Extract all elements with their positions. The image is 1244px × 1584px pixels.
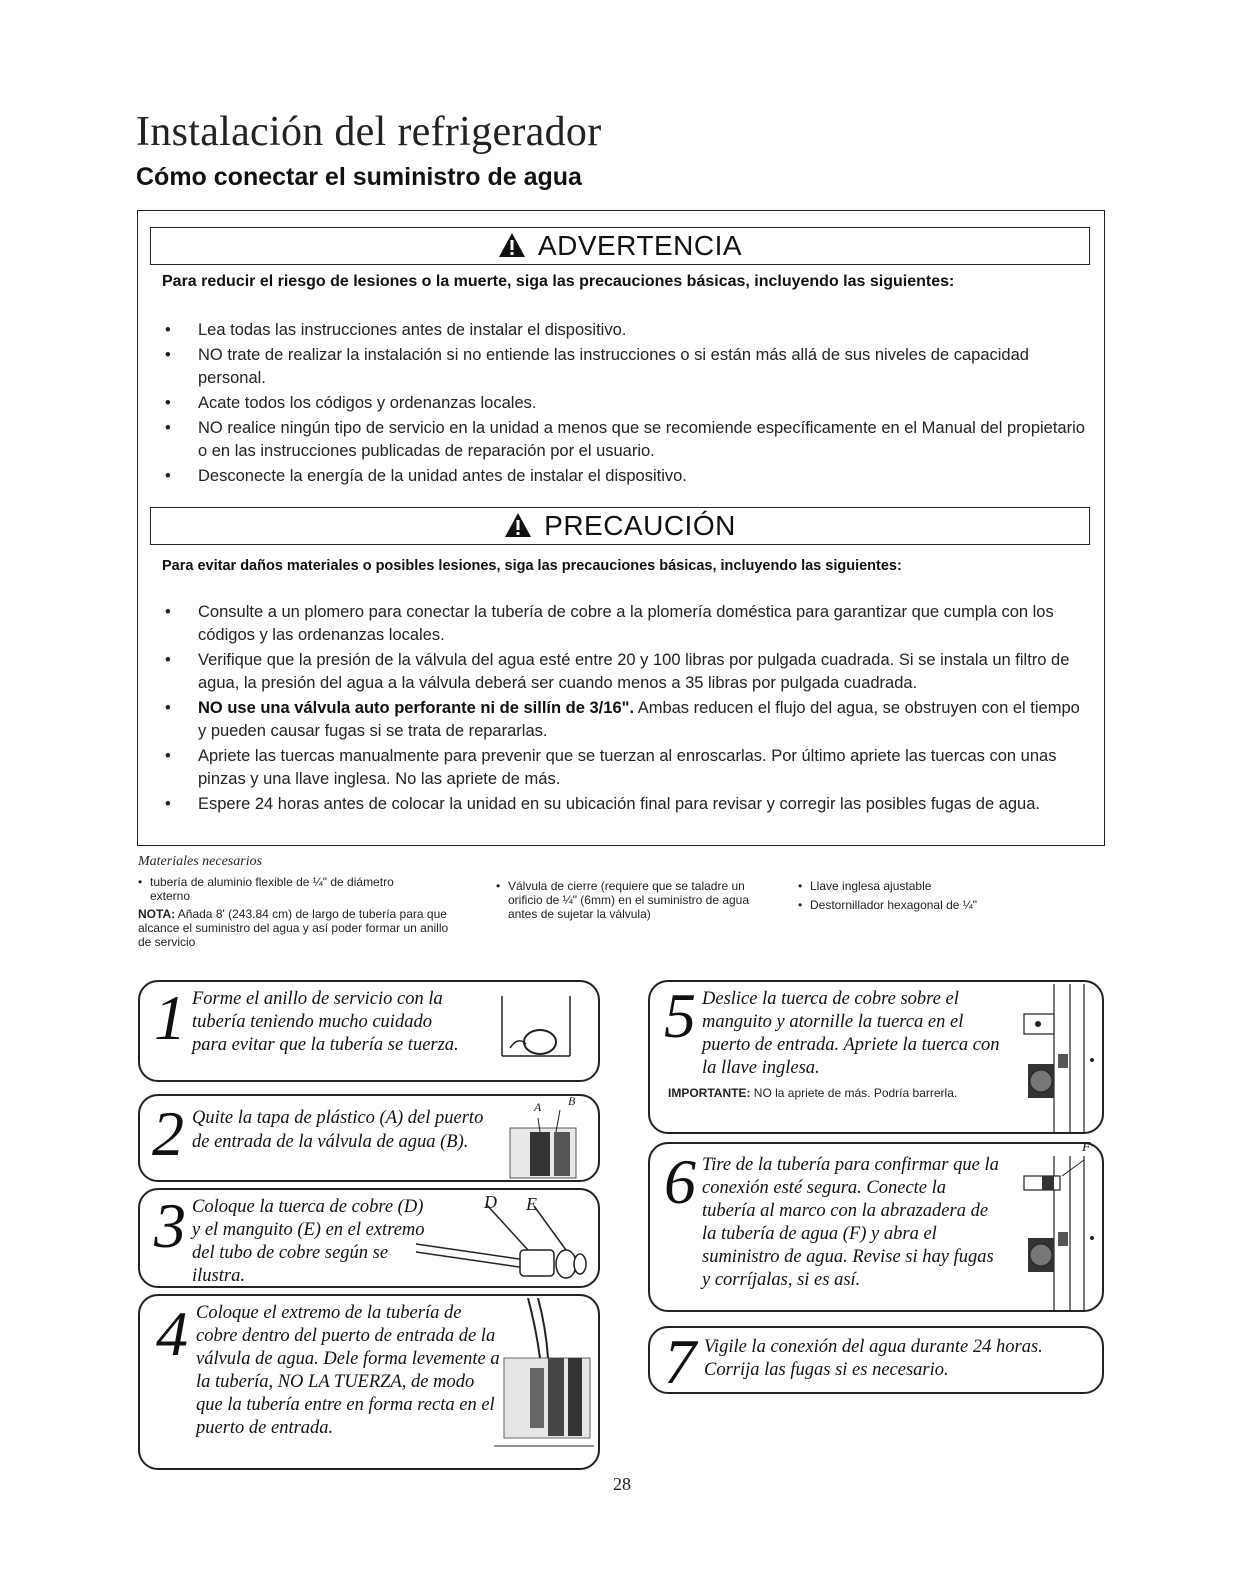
list-item: • Llave inglesa ajustable	[798, 879, 1098, 893]
list-item	[162, 697, 1092, 743]
step-5	[648, 980, 1104, 1134]
step-4	[138, 1294, 600, 1470]
step-text: Vigile la conexión del agua durante 24 horas. Corrija las fugas si es necesario.	[704, 1337, 1043, 1380]
materials-col-3	[798, 879, 1098, 912]
materials-section	[138, 854, 1138, 949]
note-text: NO la apriete de más. Podría barrerla.	[750, 1086, 958, 1100]
list-item: • Destornillador hexagonal de ¼"	[798, 898, 1098, 912]
step-number: 7	[664, 1326, 696, 1397]
warning-triangle-icon	[498, 232, 526, 258]
caution-heading: PRECAUCIÓN	[544, 510, 736, 541]
note-label: NOTA:	[138, 907, 176, 921]
warning-header	[150, 227, 1090, 265]
list-item: • NO realice ningún tipo de servicio en la unidad a menos que se recomiende específicamente en el Manual del propietario o en las instrucciones publicadas de reparación por el usuario.	[162, 417, 1092, 463]
list-item: • NO trate de realizar la instalación si no entiende las instrucciones o si están más allá de sus niveles de capacidad personal.	[162, 344, 1092, 390]
warning-list	[162, 319, 1092, 490]
label-e: E	[526, 1194, 537, 1214]
step-text: Deslice la tuerca de cobre sobre el manguito y atornille la tuerca en el puerto de entrada. Apriete la tuerca con la llave inglesa.	[702, 989, 1000, 1078]
tubing-clamp-illustration	[1014, 1146, 1100, 1312]
caution-intro: Para evitar daños materiales o posibles lesiones, siga las precauciones básicas, incluyendo las siguientes:	[162, 558, 902, 574]
step-text: Forme el anillo de servicio con la tubería teniendo mucho cuidado para evitar que la tubería se tuerza.	[192, 989, 459, 1055]
service-loop-illustration	[496, 992, 576, 1062]
nut-tighten-illustration	[1014, 984, 1100, 1132]
label-a: A	[534, 1100, 542, 1114]
step-7	[648, 1326, 1104, 1397]
step-text: Tire de la tubería para confirmar que la conexión esté segura. Conecte la tubería al marco con la abrazadera de la tubería de agua (F) y abra el suministro de agua. Revise si hay fugas y corríjalas, si es así.	[702, 1155, 999, 1290]
label-f: F	[1082, 1140, 1091, 1155]
label-d: D	[484, 1192, 497, 1212]
valve-connection-illustration	[494, 1298, 594, 1448]
list-item: • Consulte a un plomero para conectar la tubería de cobre a la plomería doméstica para garantizar que cumpla con los códigos y las ordenanzas locales.	[162, 601, 1092, 647]
step-text: Quite la tapa de plástico (A) del puerto de entrada de la válvula de agua (B).	[192, 1108, 484, 1152]
materials-col-1	[138, 875, 458, 949]
page-title: Instalación del refrigerador	[136, 109, 602, 155]
note-text: Añada 8' (243.84 cm) de largo de tubería para que alcance el suministro del agua y así poder formar un anillo de servicio	[138, 907, 449, 949]
list-item: • Verifique que la presión de la válvula del agua esté entre 20 y 100 libras por pulgada cuadrada. Si se instala un filtro de agua, la presión del agua a la válvula deberá ser cuando menos a 35 libras por pulgada cuadrada.	[162, 649, 1092, 695]
page-subtitle: Cómo conectar el suministro de agua	[136, 163, 582, 191]
materials-heading: Materiales necesarios	[138, 854, 263, 869]
step-number: 6	[664, 1146, 696, 1217]
warning-triangle-icon	[504, 512, 532, 538]
label-b: B	[568, 1094, 576, 1108]
step-number: 3	[154, 1190, 186, 1261]
step-number: 2	[152, 1098, 184, 1169]
step-number: 4	[156, 1298, 188, 1369]
warning-heading: ADVERTENCIA	[537, 230, 743, 261]
caution-header	[150, 507, 1090, 545]
materials-col-2	[496, 879, 756, 921]
list-item: • tubería de aluminio flexible de ¼" de diámetro externo	[138, 875, 420, 903]
list-item: • Apriete las tuercas manualmente para prevenir que se tuerzan al enroscarlas. Por último apriete las tuercas con unas pinzas y una llave inglesa. No las apriete de más.	[162, 745, 1092, 791]
step-text: Coloque la tuerca de cobre (D) y el manguito (E) en el extremo del tubo de cobre según se ilustra.	[192, 1197, 425, 1286]
caution-item-rest: Ambas reducen el flujo del agua, se obstruyen con el tiempo y pueden causar fugas si se trata de repararlas.	[198, 699, 1080, 740]
safety-box	[137, 210, 1105, 846]
list-item: • Acate todos los códigos y ordenanzas locales.	[162, 392, 1092, 415]
valve-inlet-illustration	[500, 1098, 586, 1182]
caution-list	[162, 601, 1092, 818]
list-item: • Espere 24 horas antes de colocar la unidad en su ubicación final para revisar y corregir las posibles fugas de agua.	[162, 793, 1092, 816]
step-3	[138, 1188, 600, 1288]
caution-item-bold: NO use una válvula auto perforante ni de sillín de 3/16".	[198, 699, 635, 717]
warning-intro: Para reducir el riesgo de lesiones o la muerte, siga las precauciones básicas, incluyendo las siguientes:	[162, 273, 955, 290]
list-item: • Válvula de cierre (requiere que se taladre un orificio de ¼" (6mm) en el suministro de agua antes de sujetar la válvula)	[496, 879, 756, 921]
copper-nut-illustration	[416, 1204, 596, 1286]
page-number: 28	[613, 1474, 631, 1494]
step-note	[668, 1086, 968, 1100]
materials-note	[138, 907, 458, 949]
step-text: Coloque el extremo de la tubería de cobre dentro del puerto de entrada de la válvula de agua. Dele forma levemente a la tubería, NO LA TUERZA, de modo que la tubería entre en forma recta en el puerto de entrada.	[196, 1303, 500, 1438]
list-item: • Lea todas las instrucciones antes de instalar el dispositivo.	[162, 319, 1092, 342]
list-item: • Desconecte la energía de la unidad antes de instalar el dispositivo.	[162, 465, 1092, 488]
step-2	[138, 1094, 600, 1182]
note-label: IMPORTANTE:	[668, 1086, 751, 1100]
step-6	[648, 1142, 1104, 1312]
step-number: 5	[664, 980, 696, 1051]
step-1	[138, 980, 600, 1082]
step-number: 1	[154, 982, 186, 1053]
